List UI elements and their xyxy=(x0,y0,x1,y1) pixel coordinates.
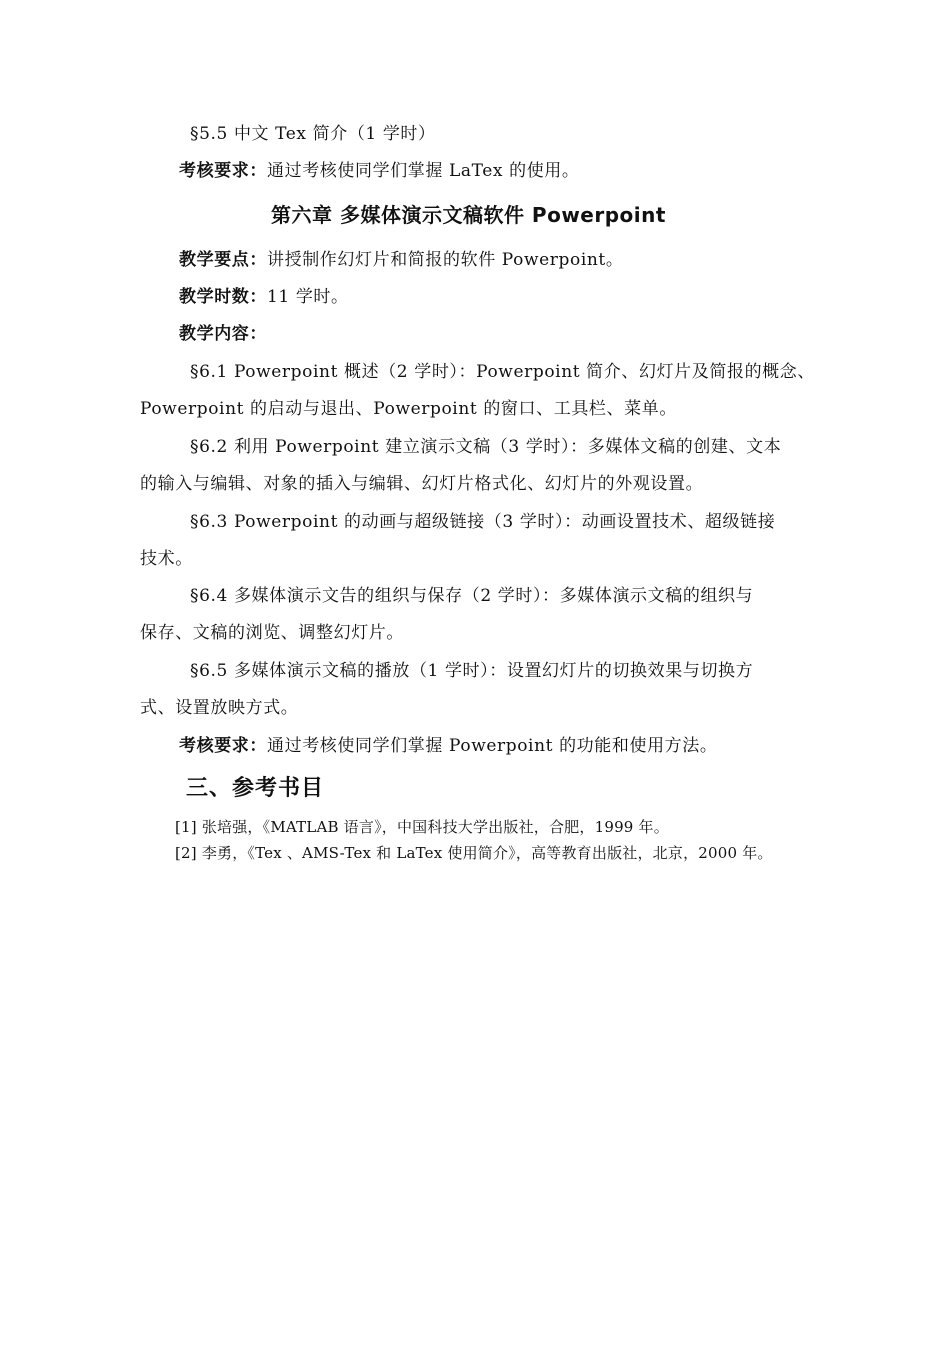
teaching-points-label: 教学要点： xyxy=(179,250,267,270)
section-6-2-line2: 的输入与编辑、对象的插入与编辑、幻灯片格式化、幻灯片的外观设置。 xyxy=(140,474,704,494)
reference-item: [2] 李勇，《Tex 、AMS-Tex 和 LaTex 使用简介》，高等教育出版社，北京，2000 年。 xyxy=(175,844,773,862)
section-6-3-line2: 技术。 xyxy=(140,549,193,569)
references-heading: 三、参考书目 xyxy=(186,776,325,801)
teaching-points-text: 讲授制作幻灯片和简报的软件 Powerpoint。 xyxy=(267,250,624,270)
assessment-text: 通过考核使同学们掌握 Powerpoint 的功能和使用方法。 xyxy=(267,736,718,756)
teaching-hours-text: 11 学时。 xyxy=(267,287,349,307)
section-6-2-line1: §6.2 利用 Powerpoint 建立演示文稿（3 学时）：多媒体文稿的创建、文本 xyxy=(190,437,782,457)
assessment-text: 通过考核使同学们掌握 LaTex 的使用。 xyxy=(267,161,580,181)
teaching-content-label: 教学内容： xyxy=(179,324,267,344)
reference-item: [1] 张培强，《MATLAB 语言》，中国科技大学出版社，合肥，1999 年。 xyxy=(175,818,669,836)
teaching-content-line xyxy=(179,323,267,345)
section-5-5-line: §5.5 中文 Tex 简介（1 学时） xyxy=(190,124,436,144)
chapter-title: 第六章 多媒体演示文稿软件 Powerpoint xyxy=(271,203,666,227)
section-6-5-line1: §6.5 多媒体演示文稿的播放（1 学时）：设置幻灯片的切换效果与切换方 xyxy=(190,661,754,681)
section-6-4-line2: 保存、文稿的浏览、调整幻灯片。 xyxy=(140,623,404,643)
teaching-points-line xyxy=(179,249,623,271)
ch6-assessment-line xyxy=(179,735,717,757)
ch5-assessment-line xyxy=(179,160,580,182)
teaching-hours-label: 教学时数： xyxy=(179,287,267,307)
section-6-1-line2: Powerpoint 的启动与退出、Powerpoint 的窗口、工具栏、菜单。 xyxy=(140,399,677,419)
assessment-label: 考核要求： xyxy=(179,736,267,756)
section-6-1-line1: §6.1 Powerpoint 概述（2 学时）：Powerpoint 简介、幻灯片及简报的概念、 xyxy=(190,362,815,382)
section-6-4-line1: §6.4 多媒体演示文告的组织与保存（2 学时）：多媒体演示文稿的组织与 xyxy=(190,586,754,606)
section-6-5-line2: 式、设置放映方式。 xyxy=(140,698,299,718)
assessment-label: 考核要求： xyxy=(179,161,267,181)
teaching-hours-line xyxy=(179,286,349,308)
section-6-3-line1: §6.3 Powerpoint 的动画与超级链接（3 学时）：动画设置技术、超级链接 xyxy=(190,512,776,532)
